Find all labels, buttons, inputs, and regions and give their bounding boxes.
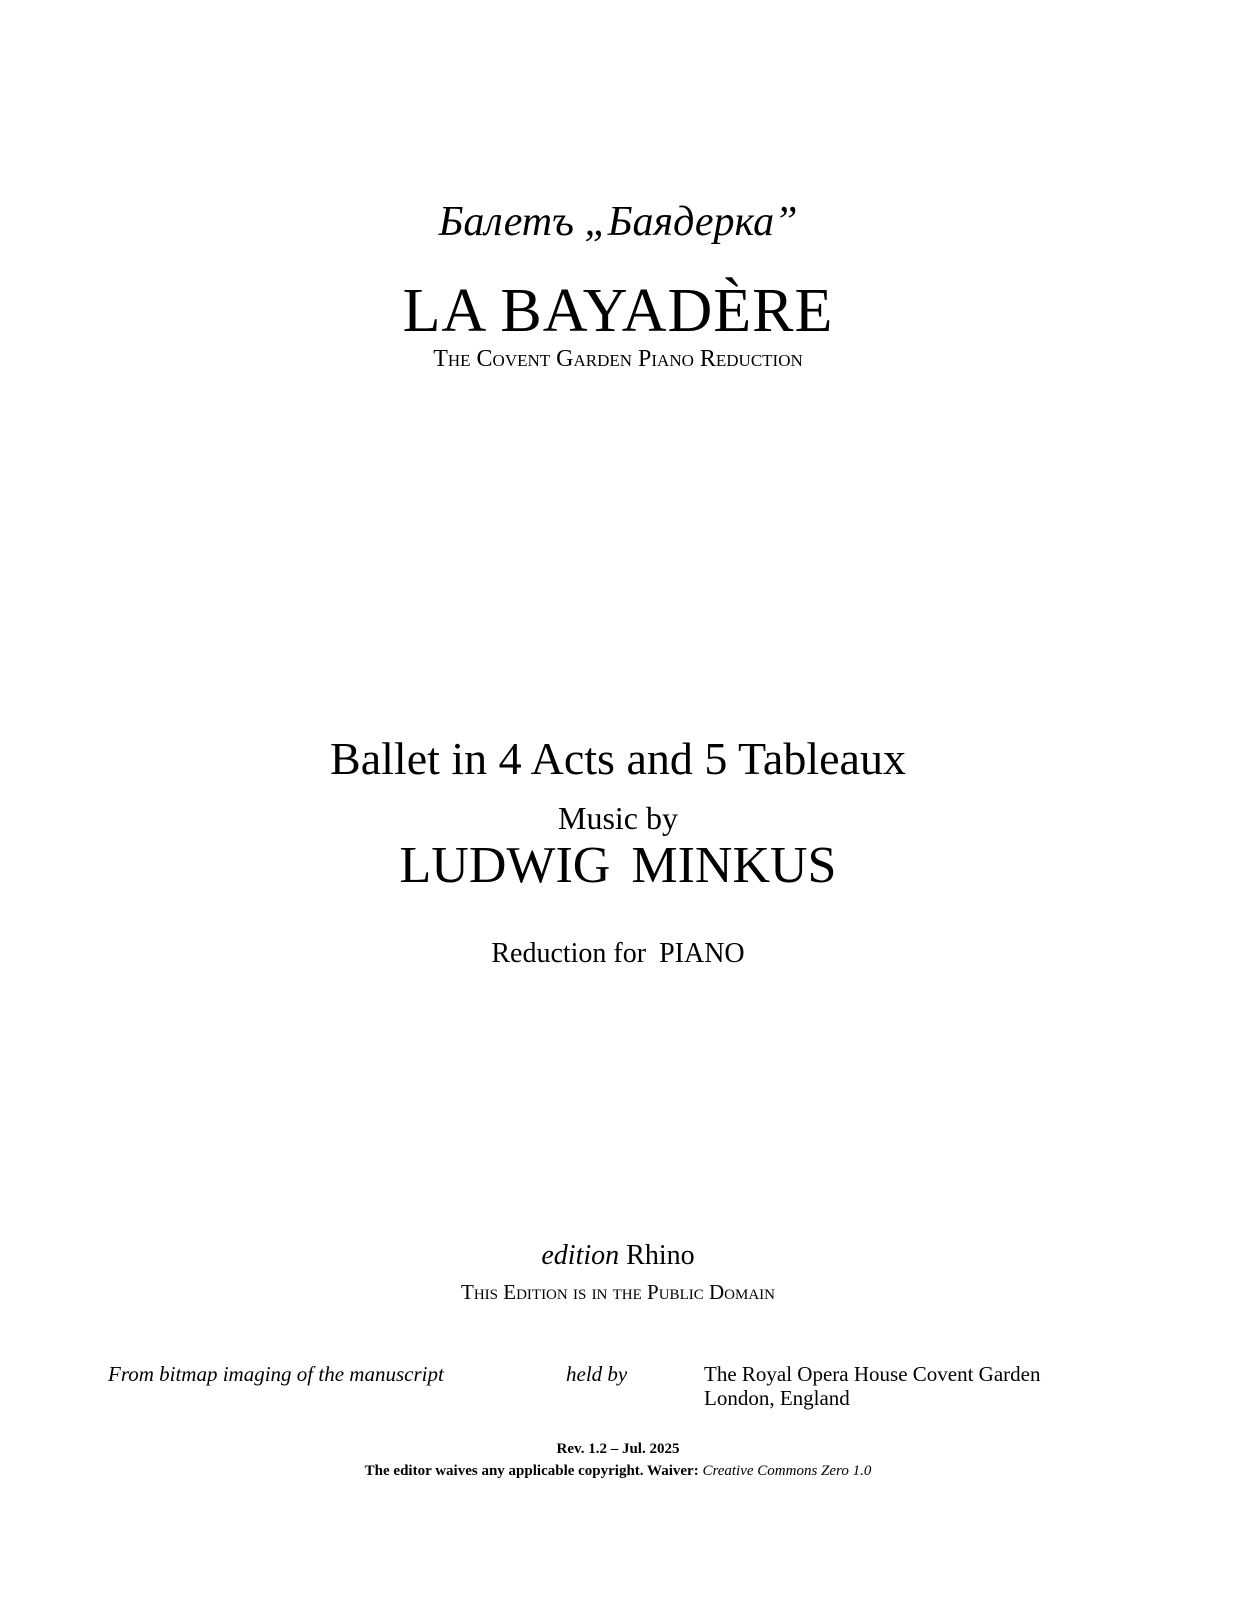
work-description: Ballet in 4 Acts and 5 Tableaux xyxy=(330,733,906,784)
source-description: From bitmap imaging of the manuscript xyxy=(108,1362,444,1386)
public-domain-notice: This Edition is in the Public Domain xyxy=(461,1280,775,1304)
instrument: PIANO xyxy=(659,938,745,969)
waiver-license: Creative Commons Zero 1.0 xyxy=(702,1463,872,1479)
subtitle: The Covent Garden Piano Reduction xyxy=(433,346,803,372)
composer-name: LUDWIG MINKUS xyxy=(399,837,837,894)
russian-title: Балетъ „Баядерка” xyxy=(438,199,798,245)
edition-name: Rhino xyxy=(626,1240,695,1271)
music-by-label: Music by xyxy=(558,800,678,836)
held-by-label: held by xyxy=(566,1362,628,1386)
waiver-text: The editor waives any applicable copyright. Waiver: xyxy=(364,1463,703,1479)
edition-line xyxy=(0,1240,1236,1272)
holder-block xyxy=(704,1362,1040,1410)
waiver-line xyxy=(0,1463,1236,1480)
reduction-label: Reduction for xyxy=(491,938,647,969)
revision: Rev. 1.2 – Jul. 2025 xyxy=(556,1441,680,1457)
edition-prefix: edition xyxy=(541,1240,620,1271)
reduction-line xyxy=(0,938,1236,970)
main-title: LA BAYADÈRE xyxy=(402,277,834,345)
holder-line-1: The Royal Opera House Covent Garden xyxy=(704,1362,1041,1386)
holder-line-2: London, England xyxy=(704,1386,850,1410)
